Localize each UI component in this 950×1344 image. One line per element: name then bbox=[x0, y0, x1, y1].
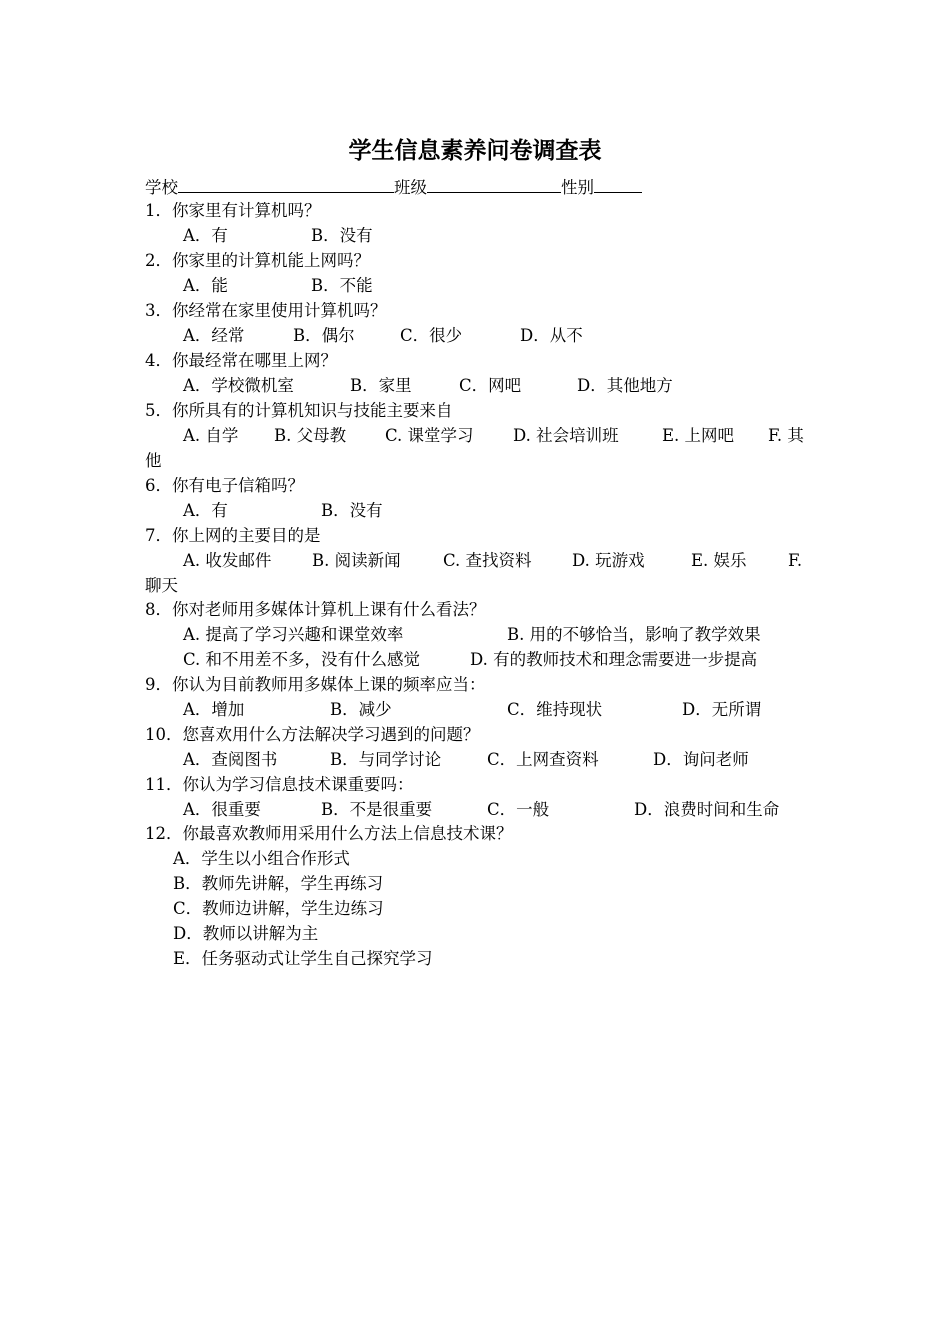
q8-option-d[interactable]: D. 有的教师技术和理念需要进一步提高 bbox=[470, 650, 758, 669]
question-11: 11．你认为学习信息技术课重要吗： bbox=[145, 775, 414, 794]
q11-option-b[interactable]: B．不是很重要 bbox=[321, 800, 433, 819]
q6-option-b[interactable]: B．没有 bbox=[321, 501, 383, 520]
q12-option-c[interactable]: C．教师边讲解，学生边练习 bbox=[173, 899, 384, 918]
q12-option-a[interactable]: A．学生以小组合作形式 bbox=[173, 849, 350, 868]
q10-option-a[interactable]: A．查阅图书 bbox=[183, 750, 278, 769]
q3-option-c[interactable]: C．很少 bbox=[400, 326, 463, 345]
q5-option-e[interactable]: E. 上网吧 bbox=[662, 426, 735, 445]
school-blank[interactable] bbox=[178, 176, 394, 193]
q4-option-d[interactable]: D．其他地方 bbox=[577, 376, 673, 395]
q3-option-b[interactable]: B．偶尔 bbox=[293, 326, 355, 345]
q2-option-a[interactable]: A．能 bbox=[183, 276, 228, 295]
q1-option-b[interactable]: B．没有 bbox=[311, 226, 373, 245]
q4-option-b[interactable]: B．家里 bbox=[350, 376, 412, 395]
q12-option-b[interactable]: B．教师先讲解，学生再练习 bbox=[173, 874, 384, 893]
q11-option-c[interactable]: C．一般 bbox=[487, 800, 550, 819]
info-row bbox=[145, 176, 642, 198]
q8-option-c[interactable]: C. 和不用差不多，没有什么感觉 bbox=[183, 650, 421, 669]
question-1: 1．你家里有计算机吗？ bbox=[145, 201, 321, 220]
class-blank[interactable] bbox=[427, 176, 561, 193]
q7-option-f[interactable]: F. bbox=[788, 551, 803, 570]
q12-option-d[interactable]: D．教师以讲解为主 bbox=[173, 924, 319, 943]
q5-option-c[interactable]: C. 课堂学习 bbox=[385, 426, 474, 445]
question-9: 9．你认为目前教师用多媒体上课的频率应当： bbox=[145, 675, 486, 694]
page-title: 学生信息素养问卷调查表 bbox=[348, 138, 602, 164]
q10-option-d[interactable]: D．询问老师 bbox=[653, 750, 749, 769]
q3-option-d[interactable]: D．从不 bbox=[520, 326, 583, 345]
question-10: 10．您喜欢用什么方法解决学习遇到的问题？ bbox=[145, 725, 480, 744]
q9-option-b[interactable]: B．减少 bbox=[330, 700, 392, 719]
gender-label: 性别 bbox=[561, 178, 594, 197]
q11-option-a[interactable]: A．很重要 bbox=[183, 800, 261, 819]
q7-option-d[interactable]: D. 玩游戏 bbox=[572, 551, 645, 570]
q2-option-b[interactable]: B．不能 bbox=[311, 276, 373, 295]
q6-option-a[interactable]: A．有 bbox=[183, 501, 228, 520]
q7-option-f-continued: 聊天 bbox=[145, 576, 178, 595]
q5-option-d[interactable]: D. 社会培训班 bbox=[513, 426, 619, 445]
q11-option-d[interactable]: D．浪费时间和生命 bbox=[634, 800, 780, 819]
class-label: 班级 bbox=[394, 178, 427, 197]
question-4: 4．你最经常在哪里上网？ bbox=[145, 351, 337, 370]
q4-option-c[interactable]: C．网吧 bbox=[459, 376, 522, 395]
q12-option-e[interactable]: E．任务驱动式让学生自己探究学习 bbox=[173, 949, 433, 968]
q8-option-b[interactable]: B. 用的不够恰当，影响了教学效果 bbox=[507, 625, 761, 644]
q10-option-c[interactable]: C．上网查资料 bbox=[487, 750, 599, 769]
q5-option-f[interactable]: F. 其 bbox=[768, 426, 804, 445]
q7-option-a[interactable]: A. 收发邮件 bbox=[183, 551, 272, 570]
gender-blank[interactable] bbox=[594, 176, 642, 193]
q4-option-a[interactable]: A．学校微机室 bbox=[183, 376, 294, 395]
q9-option-a[interactable]: A．增加 bbox=[183, 700, 245, 719]
question-8: 8．你对老师用多媒体计算机上课有什么看法？ bbox=[145, 600, 486, 619]
q1-option-a[interactable]: A．有 bbox=[183, 226, 228, 245]
q5-option-f-continued: 他 bbox=[145, 451, 162, 470]
q8-option-a[interactable]: A. 提高了学习兴趣和课堂效率 bbox=[183, 625, 404, 644]
q3-option-a[interactable]: A．经常 bbox=[183, 326, 245, 345]
question-7: 7．你上网的主要目的是 bbox=[145, 526, 321, 545]
question-3: 3．你经常在家里使用计算机吗？ bbox=[145, 301, 387, 320]
question-2: 2．你家里的计算机能上网吗？ bbox=[145, 251, 370, 270]
q9-option-d[interactable]: D．无所谓 bbox=[682, 700, 762, 719]
school-label: 学校 bbox=[145, 178, 178, 197]
q7-option-c[interactable]: C. 查找资料 bbox=[443, 551, 532, 570]
question-12: 12．你最喜欢教师用采用什么方法上信息技术课？ bbox=[145, 824, 513, 843]
question-6: 6．你有电子信箱吗？ bbox=[145, 476, 304, 495]
q5-option-a[interactable]: A. 自学 bbox=[183, 426, 239, 445]
q9-option-c[interactable]: C．维持现状 bbox=[507, 700, 603, 719]
q10-option-b[interactable]: B．与同学讨论 bbox=[330, 750, 442, 769]
q5-option-b[interactable]: B. 父母教 bbox=[274, 426, 347, 445]
q7-option-b[interactable]: B. 阅读新闻 bbox=[312, 551, 401, 570]
question-5: 5．你所具有的计算机知识与技能主要来自 bbox=[145, 401, 453, 420]
q7-option-e[interactable]: E. 娱乐 bbox=[691, 551, 747, 570]
